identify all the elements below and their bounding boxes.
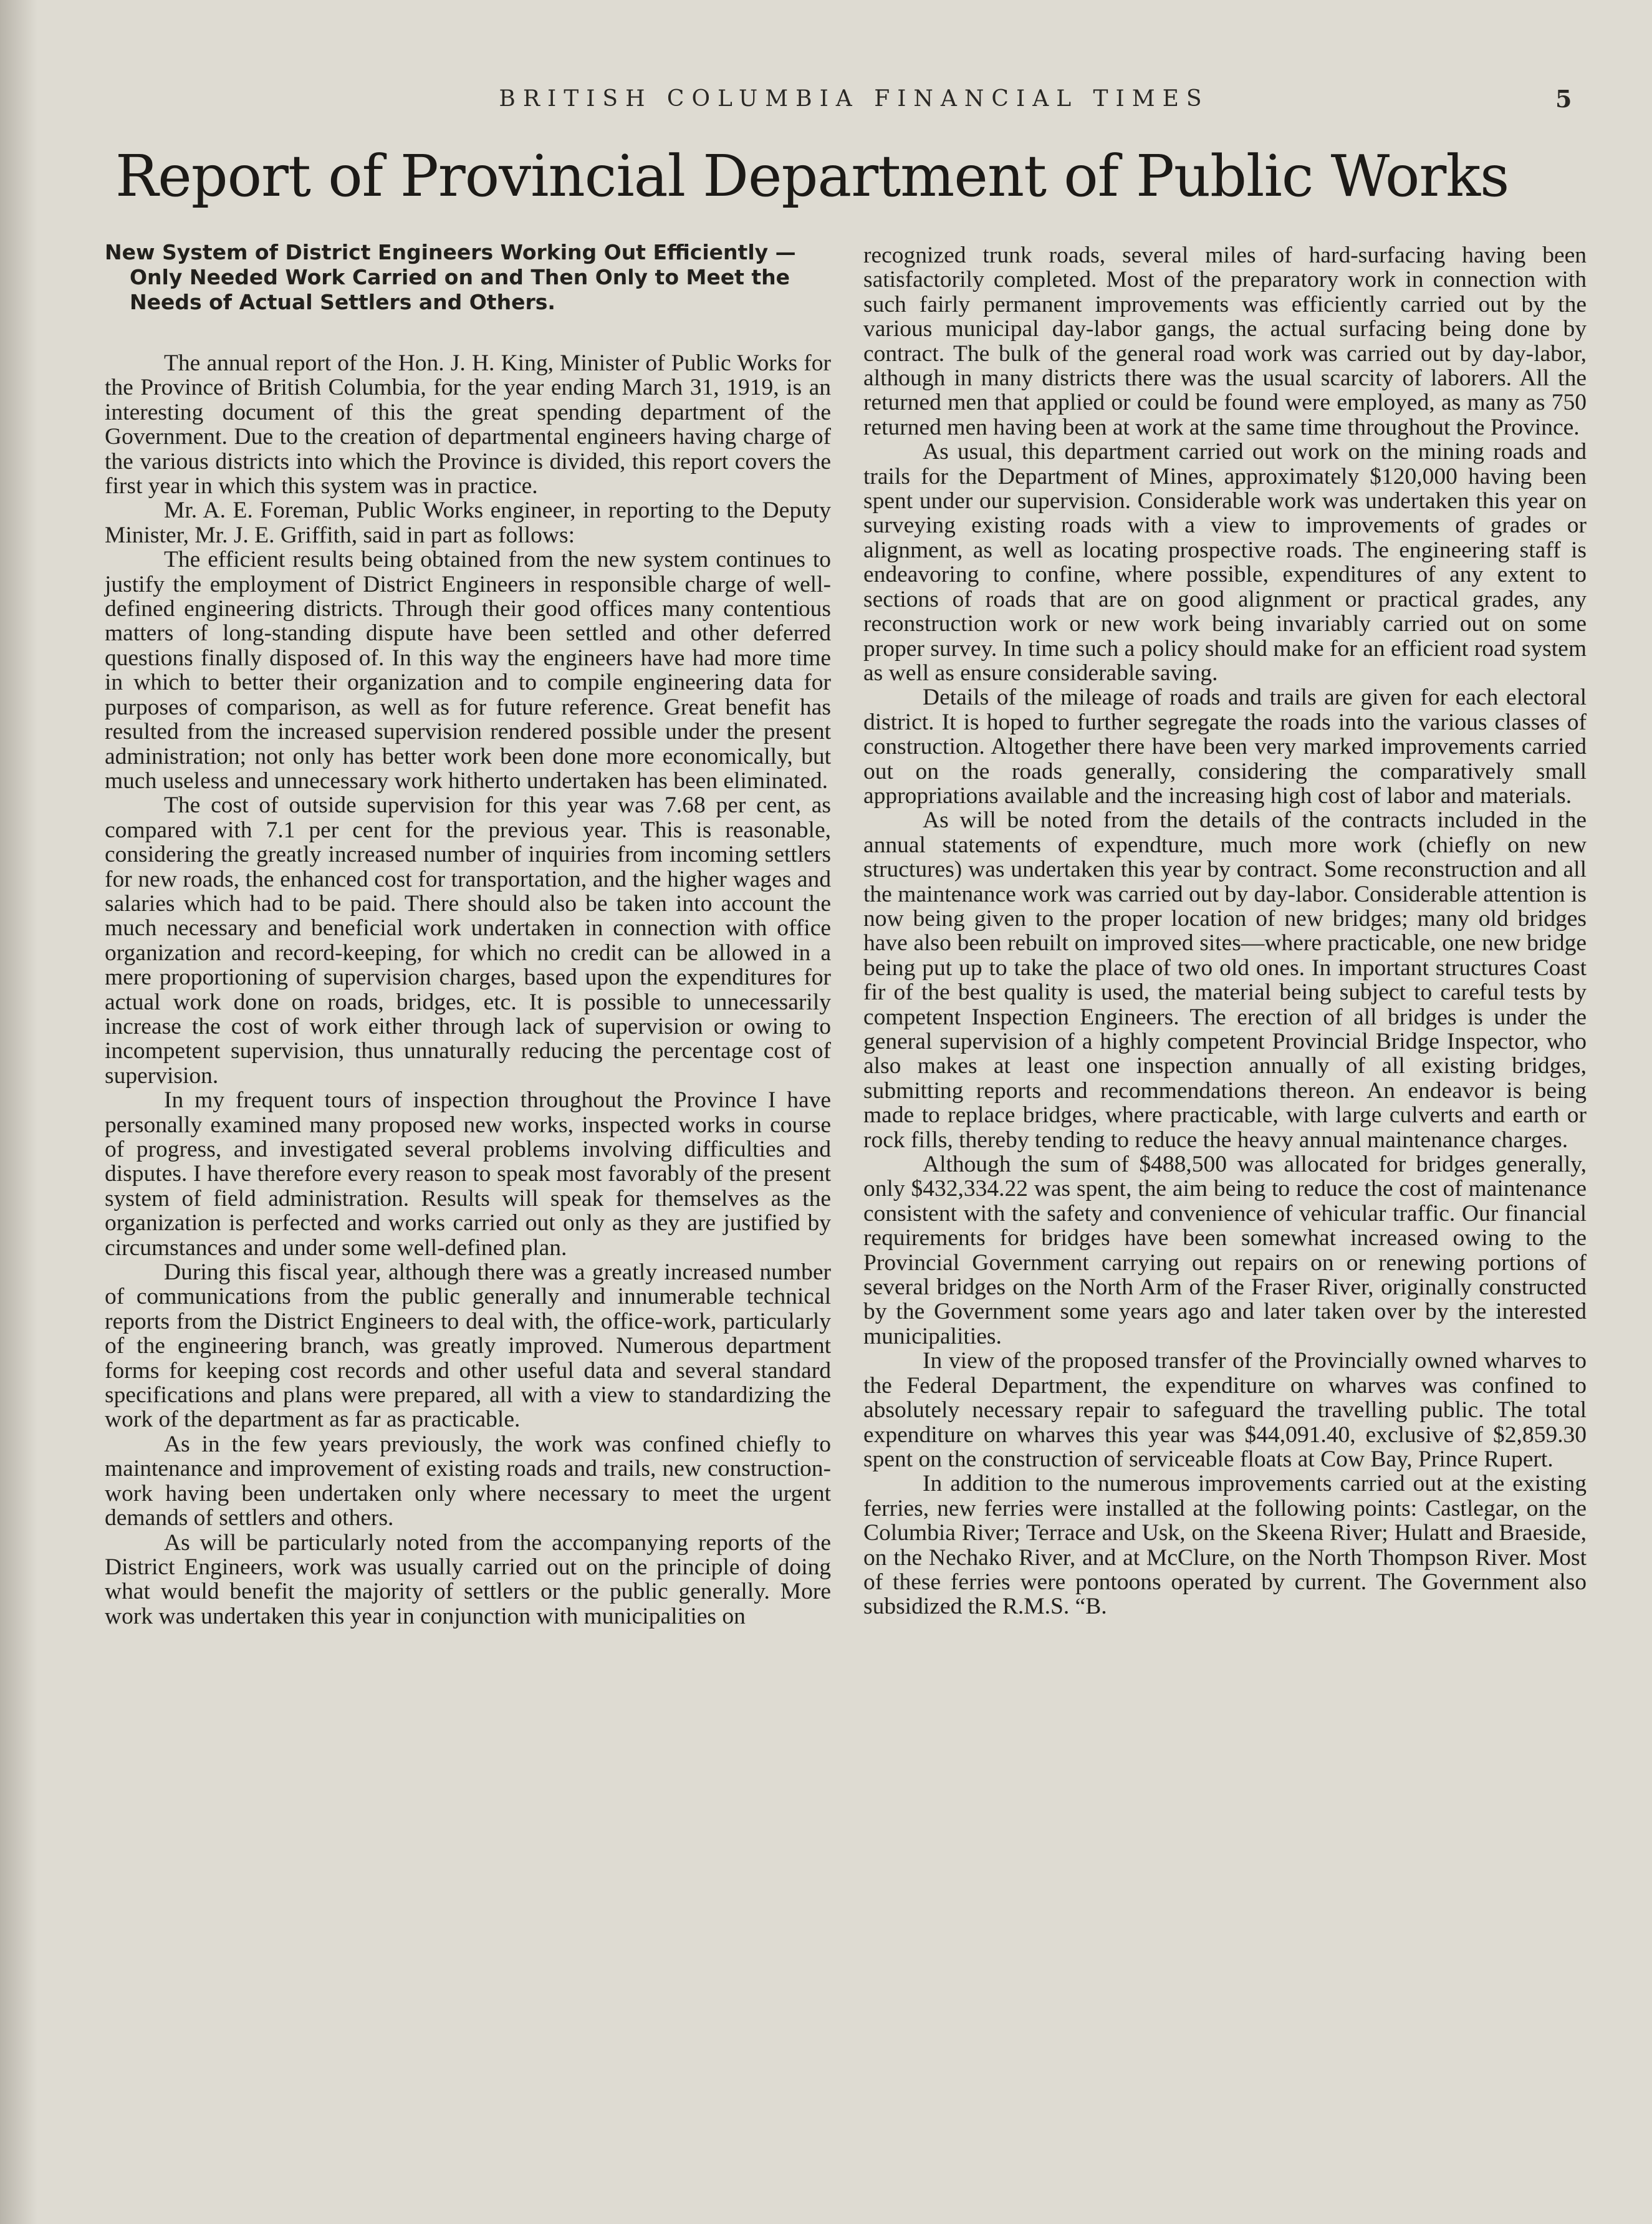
right-column xyxy=(863,243,1587,1619)
paragraph: In my frequent tours of inspection throughout the Province I have personally examined many proposed new works, inspected works in course of progress, and investigated several problems involving difficulties and disputes. I have therefore every reason to speak most favorably of the present system of field administration. Results will speak for themselves as the organization is perfected and works carried out only as they are justified by circumstances and under some well-defined plan. xyxy=(105,1087,831,1261)
left-column xyxy=(105,240,831,1629)
paragraph-continuation: recognized trunk roads, several miles of hard-surfacing having been satisfactorily completed. Most of the preparatory work in connection with such fairly permanent improvements was efficiently carried out by the various municipal day-labor gangs, the actual surfacing being done by contract. The bulk of the general road work was carried out by day-labor, although in many districts there was the usual scarcity of laborers. All the returned men that applied or could be found were employed, as many as 750 returned men having been at work at the same time throughout the Province. xyxy=(863,243,1587,440)
paragraph: As in the few years previously, the work was confined chiefly to maintenance and improvement of existing roads and trails, new construction-work having been undertaken only where necessary to meet the urgent demands of settlers and others. xyxy=(105,1431,831,1531)
paragraph: As will be noted from the details of the contracts included in the annual statements of expendture, much more work (chiefly on new structures) was undertaken this year by contract. Some reconstruction and all the maintenance work was carried out by day-labor. Considerable attention is now being given to the proper location of new bridges; many old bridges have also been rebuilt on improved sites—where practicable, one new bridge being put up to take the place of two old ones. In important structures Coast fir of the best quality is used, the material being subject to careful tests by competent Inspection Engineers. The erection of all bridges is under the general supervision of a highly competent Provincial Bridge Inspector, who also makes at least one inspection annually of all existing bridges, submitting reports and recommendations thereon. An endeavor is being made to replace bridges, where practicable, with large culverts and earth or rock fills, thereby tending to reduce the heavy annual maintenance charges. xyxy=(863,807,1587,1153)
paragraph: As usual, this department carried out work on the mining roads and trails for the Department of Mines, approximately $120,000 having been spent under our supervision. Considerable work was undertaken this year on surveying existing roads with a view to improvements of grades or alignment, as well as locating prospective roads. The engineering staff is endeavoring to confine, where possible, expenditures of any extent to sections of roads that are on good alignment or practical grades, any reconstruction work or new work being invariably carried out on some proper survey. In time such a policy should make for an efficient road system as well as ensure considerable saving. xyxy=(863,439,1587,686)
paragraph: As will be particularly noted from the accompanying reports of the District Engineers, work was usually carried out on the principle of doing what would benefit the majority of settlers or the public generally. More work was undertaken this year in conjunction with municipalities on xyxy=(105,1529,831,1629)
paragraph: Although the sum of $488,500 was allocated for bridges generally, only $432,334.22 was spent, the aim being to reduce the cost of maintenance consistent with the safety and convenience of vehicular traffic. Our financial requirements for bridges have been somewhat increased owing to the Provincial Government carrying out repairs on or renewing portions of several bridges on the North Arm of the Fraser River, originally constructed by the Government some years ago and later taken over by the interested municipalities. xyxy=(863,1152,1587,1349)
paragraph: In view of the proposed transfer of the Provincially owned wharves to the Federal Department, the expenditure on wharves was confined to absolutely necessary repair to safeguard the travelling public. The total expenditure on wharves this year was $44,091.40, exclusive of $2,859.30 spent on the construction of serviceable floats at Cow Bay, Prince Rupert. xyxy=(863,1348,1587,1472)
article-title: Report of Provincial Department of Public Works xyxy=(115,143,1509,209)
page-number: 5 xyxy=(1555,85,1572,113)
paragraph: The cost of outside supervision for this year was 7.68 per cent, as compared with 7.1 per cent for the previous year. This is reasonable, considering the greatly increased number of inquiries from incoming settlers for new roads, the enhanced cost for transportation, and the higher wages and salaries which had to be paid. There should also be taken into account the much necessary and beneficial work undertaken in connection with office organization and record-keeping, for which no credit can be allowed in a mere proportioning of supervision charges, based upon the expenditures for actual work done on roads, bridges, etc. It is possible to unnecessarily increase the cost of work either through lack of supervision or owing to incompetent supervision, thus unnaturally reducing the percentage cost of supervision. xyxy=(105,792,831,1089)
article-subhead: New System of District Engineers Working Out Efficiently —Only Needed Work Carried on and Then Only to Meet the Needs of Actual Settlers and Others. xyxy=(105,240,796,314)
paragraph: During this fiscal year, although there was a greatly increased number of communications from the public generally and innumerable technical reports from the District Engineers to deal with, the office-work, particularly of the engineering branch, was greatly improved. Numerous department forms for keeping cost records and other useful data and several standard specifications and plans were prepared, all with a view to standardizing the work of the department as far as practicable. xyxy=(105,1259,831,1433)
page-binding-shadow xyxy=(0,0,37,2224)
running-header: BRITISH COLUMBIA FINANCIAL TIMES xyxy=(499,86,1209,112)
paragraph: Mr. A. E. Foreman, Public Works engineer, in reporting to the Deputy Minister, Mr. J. E. Griffith, said in part as follows: xyxy=(105,498,831,548)
paragraph: Details of the mileage of roads and trails are given for each electoral district. It is hoped to further segregate the roads into the various classes of construction. Altogether there have been very marked improvements carried out on the roads generally, considering the comparatively small appropriations available and the increasing high cost of labor and materials. xyxy=(863,685,1587,809)
paragraph: The annual report of the Hon. J. H. King, Minister of Public Works for the Province of British Columbia, for the year ending March 31, 1919, is an interesting document of this the great spending department of the Government. Due to the creation of departmental engineers having charge of the various districts into which the Province is divided, this report covers the first year in which this system was in practice. xyxy=(105,350,831,499)
paragraph: The efficient results being obtained from the new system continues to justify the employment of District Engineers in responsible charge of well-defined engineering districts. Through their good offices many contentious matters of long-standing dispute have been settled and other deferred questions finally disposed of. In this way the engineers have had more time in which to better their organization and to compile engineering data for purposes of comparison, as well as for future reference. Great benefit has resulted from the increased supervision rendered possible under the present administration; not only has better work been done more economically, but much useless and unnecessary work hitherto undertaken has been eliminated. xyxy=(105,547,831,794)
paragraph: In addition to the numerous improvements carried out at the existing ferries, new ferries were installed at the following points: Castlegar, on the Columbia River; Terrace and Usk, on the Skeena River; Hulatt and Braeside, on the Nechako River, and at McClure, on the North Thompson River. Most of these ferries were pontoons operated by current. The Government also subsidized the R.M.S. “B. xyxy=(863,1471,1587,1620)
